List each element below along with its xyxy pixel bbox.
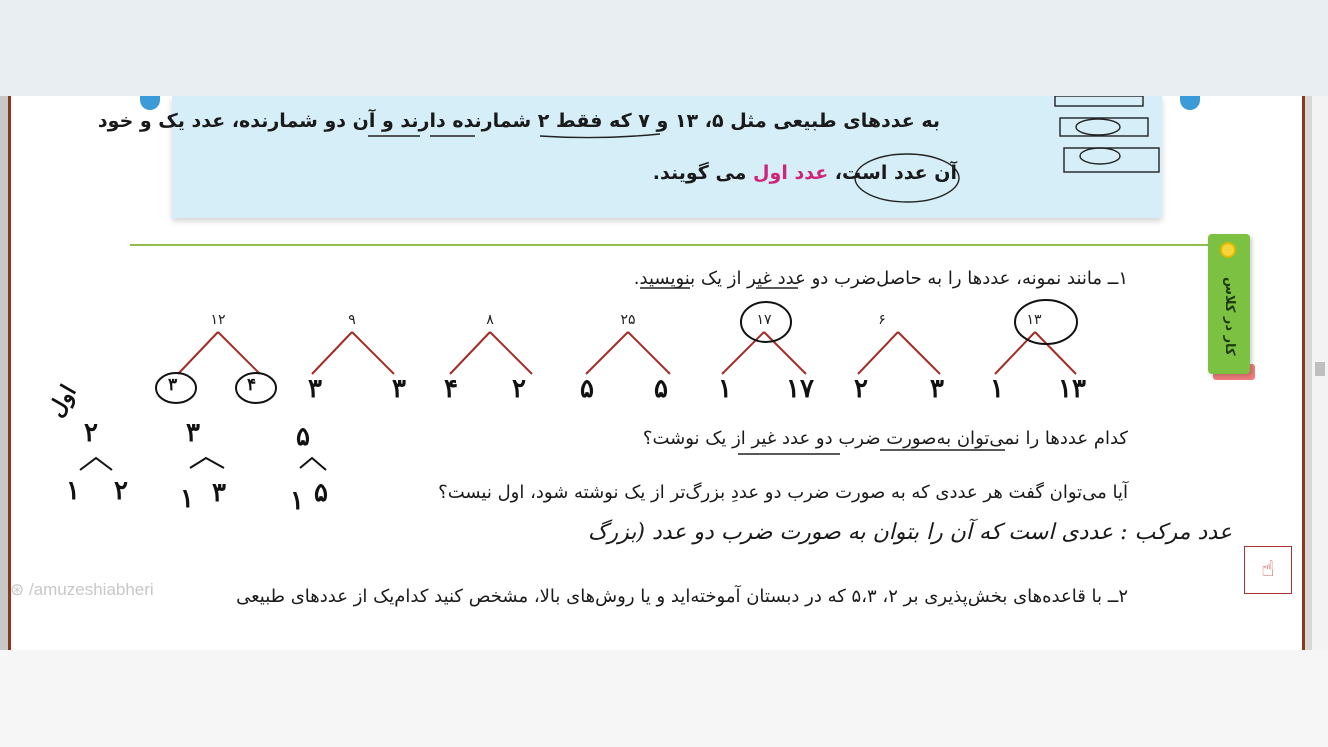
tree-left-value: ۲ — [512, 374, 526, 404]
tree-right-value: ۱ — [990, 374, 1004, 404]
margin-tree-left: ۱ — [66, 476, 80, 506]
question-1-prompt: ۱ــ مانند نمونه، عددها را به حاصل‌ضرب دو عدد غیر از یک بنویسید. — [633, 268, 1128, 289]
tree-right-value: ۲ — [854, 374, 868, 404]
definition-line-1: به عددهای طبیعی مثل ۵، ۱۳ و ۷ که فقط ۲ شمارنده دارند و آن دو شمارنده، عدد یک و خود — [97, 110, 940, 132]
textbook-page — [0, 96, 1328, 650]
annotation-layer — [0, 96, 1328, 650]
watermark-text: /amuzeshiabheri — [28, 580, 154, 599]
margin-tree-right: ۵ — [314, 478, 328, 508]
question-1-sub-b: آیا می‌توان گفت هر عددی که به صورت ضرب دو عددِ بزرگ‌تر از یک نوشته شود، اول نیست؟ — [438, 482, 1128, 503]
definition-suffix: می گویند. — [652, 162, 754, 184]
tree-right-value: ۱ — [718, 374, 732, 404]
question-2-prompt: ۲ــ با قاعده‌های بخش‌پذیری بر ۲، ۵،۳ که در دبستان آموخته‌اید و یا روش‌های بالا، مشخص کنید کدام‌یک از عددهای طبیعی — [236, 586, 1128, 607]
margin-tree-right: ۲ — [114, 476, 128, 506]
tree-top: ۱۲ — [210, 312, 226, 328]
tree-left-value: ۱۳ — [1058, 374, 1086, 404]
margin-tree-top: ۳ — [186, 418, 200, 448]
tree-top: ۱۷ — [756, 312, 772, 328]
margin-tree-left: ۱ — [290, 486, 304, 516]
tree-right-value: ۵ — [580, 374, 594, 404]
tree-left-value: ۱۷ — [786, 374, 814, 404]
tree-top: ۱۳ — [1026, 312, 1042, 328]
definition-prefix: آن عدد است، — [828, 162, 957, 184]
tree-left-value: ۴ — [247, 375, 257, 395]
tree-left-value: ۵ — [654, 374, 668, 404]
tree-top: ۶ — [878, 312, 886, 328]
tree-right-value: ۳ — [168, 375, 178, 395]
margin-tree-left: ۱ — [180, 484, 194, 514]
tree-left-value: ۳ — [930, 374, 944, 404]
tree-top: ۸ — [486, 312, 494, 328]
channel-watermark: ⊛ /amuzeshiabheri — [10, 580, 154, 599]
tree-right-value: ۳ — [308, 374, 322, 404]
tree-right-value: ۴ — [444, 374, 458, 404]
class-work-label: کار در کلاس — [1222, 276, 1237, 356]
viewer-bottom-bar — [0, 650, 1328, 747]
margin-tree-top: ۲ — [84, 418, 98, 448]
handwritten-answer: عدد مرکب : عددی است که آن را بتوان به صورت ضرب دو عدد (بزرگ — [587, 520, 1232, 545]
tree-top: ۹ — [348, 312, 356, 328]
tree-top: ۲۵ — [620, 312, 636, 328]
margin-tree-right: ۳ — [212, 478, 226, 508]
hand-pointer-icon[interactable]: ☝ — [1244, 546, 1292, 594]
prime-number-term: عدد اول — [753, 162, 829, 184]
margin-tree-top: ۵ — [296, 422, 310, 452]
question-1-sub-a: کدام عددها را نمی‌توان به‌صورت ضرب دو عدد غیر از یک نوشت؟ — [642, 428, 1128, 449]
tree-left-value: ۳ — [392, 374, 406, 404]
viewer-top-bar — [0, 0, 1328, 96]
margin-label-prime: اول — [42, 380, 82, 422]
